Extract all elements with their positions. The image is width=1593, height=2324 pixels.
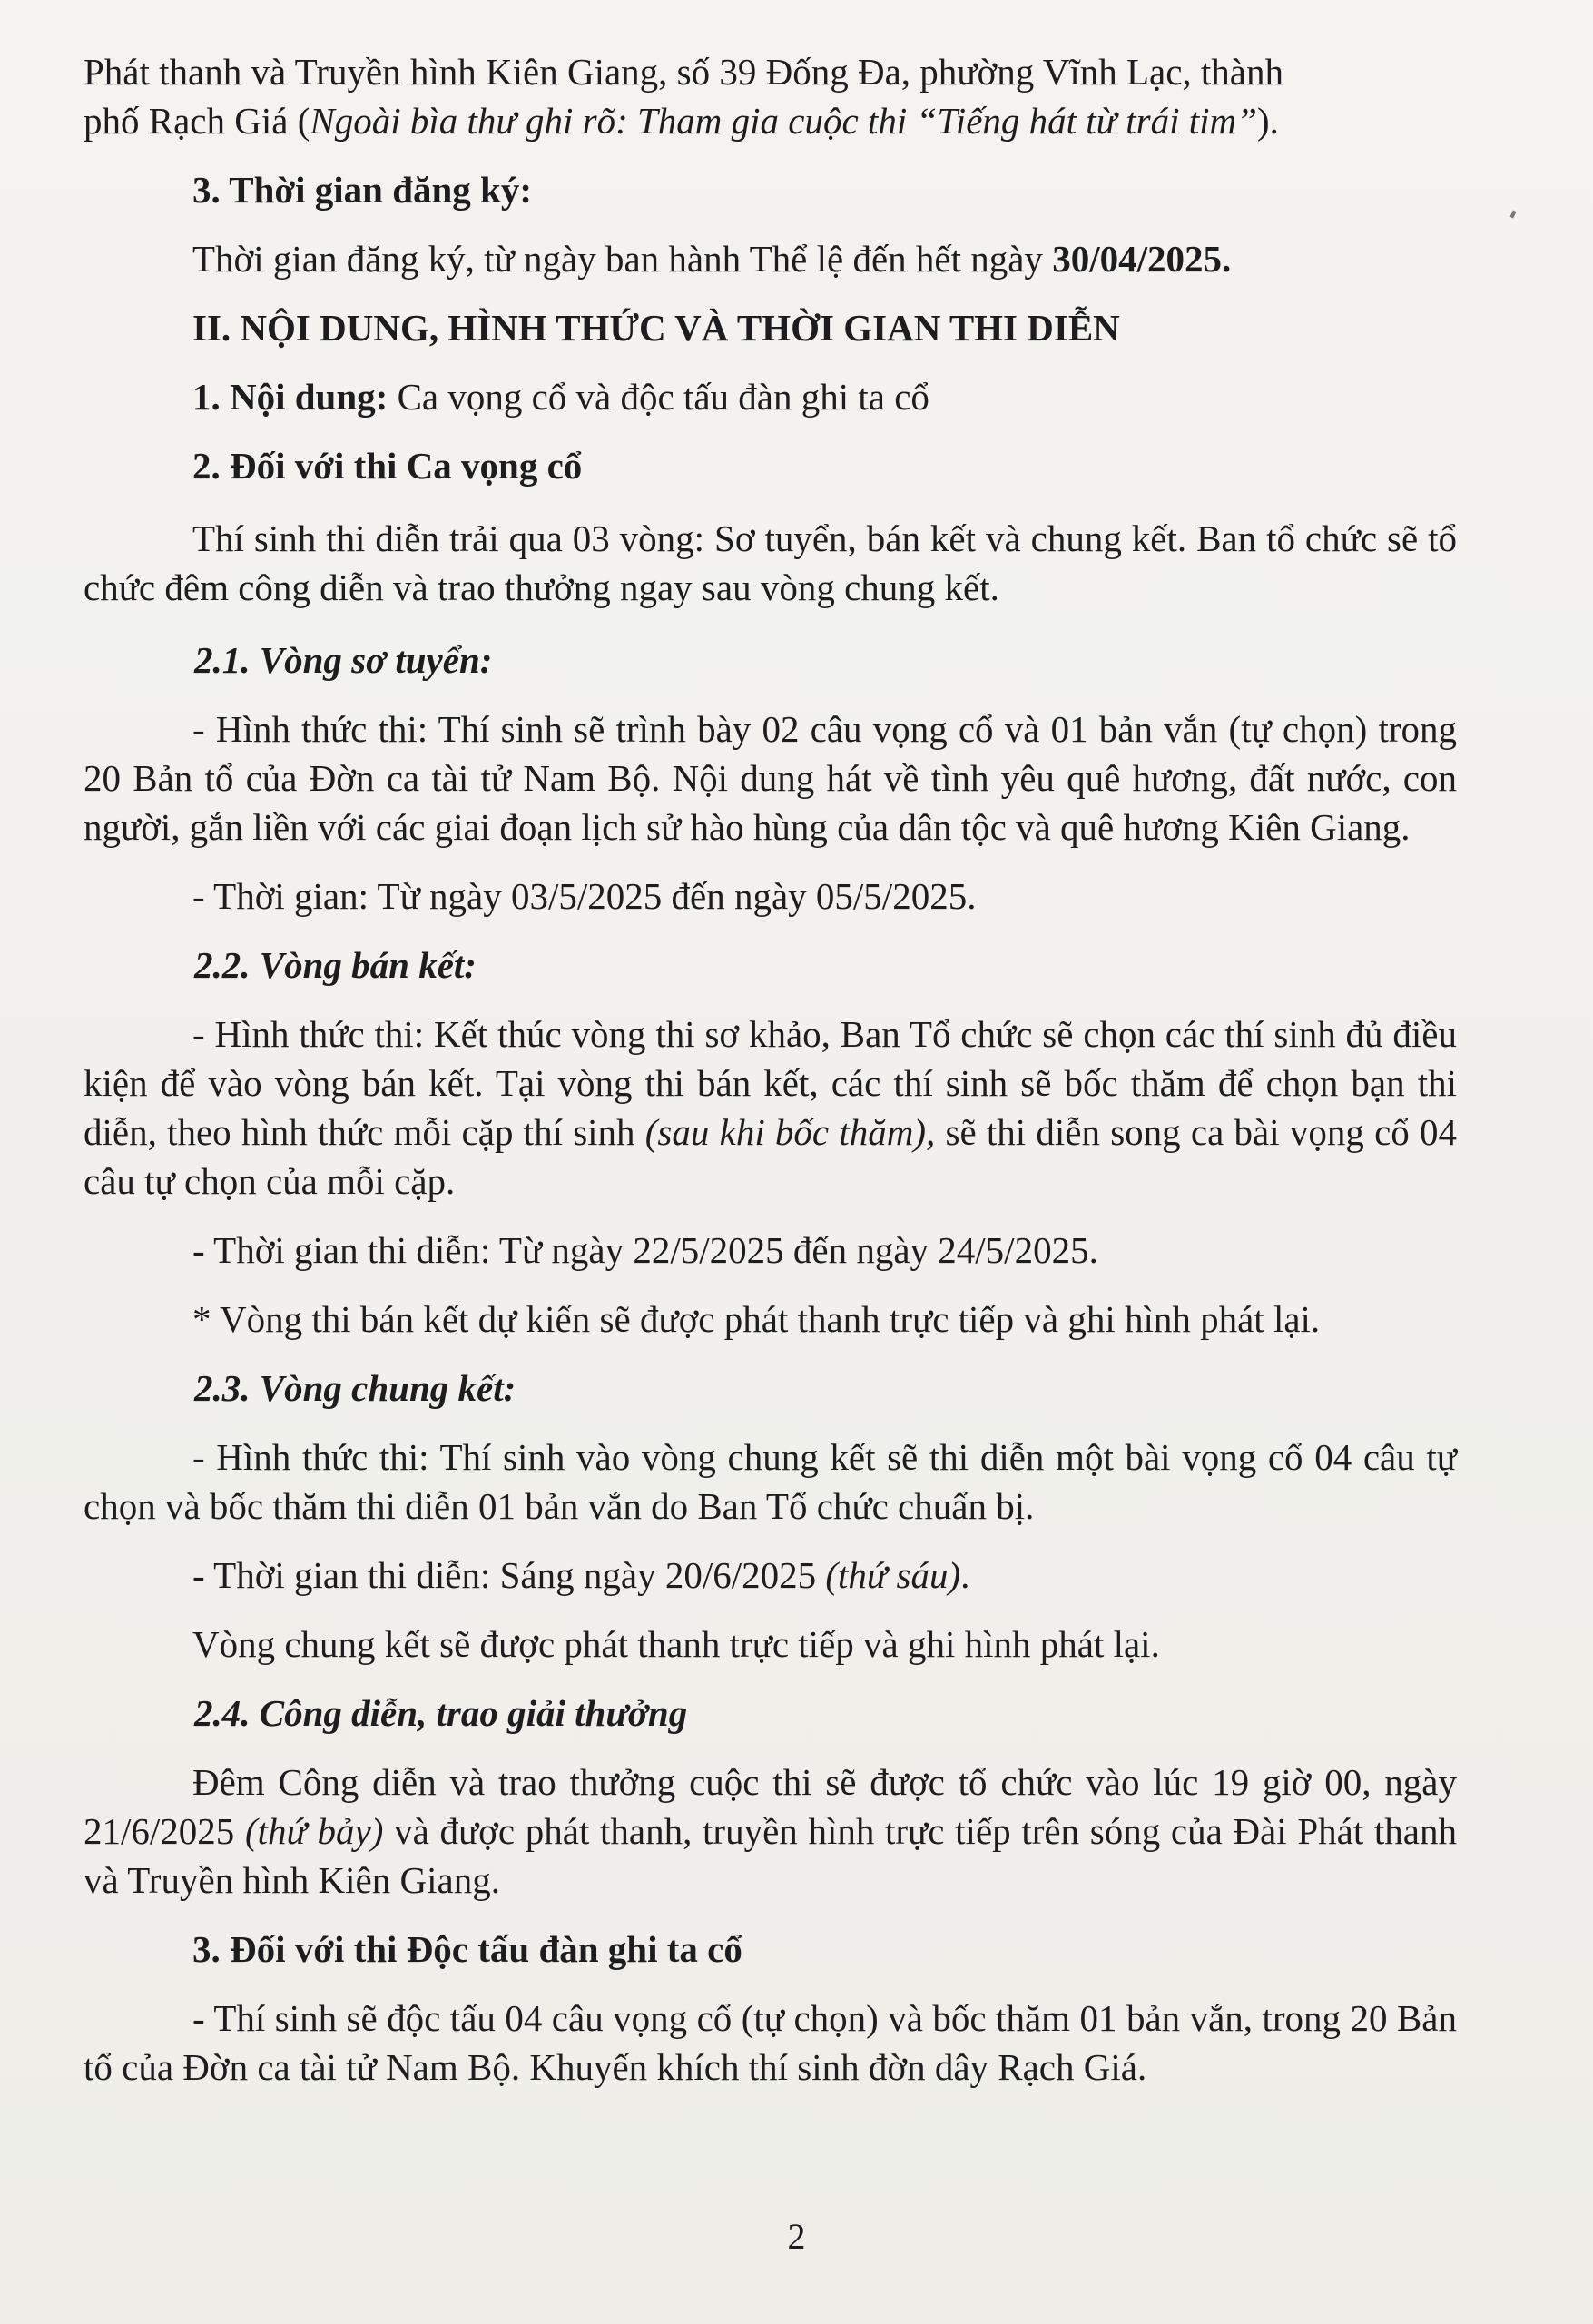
intro-line-2: phố Rạch Giá ( bbox=[84, 100, 310, 142]
guitar-text: - Thí sinh sẽ độc tấu 04 câu vọng cổ (tự chọn) và bốc thăm 01 bản vắn, trong 20 Bản tổ của Đờn ca tài tử Nam Bộ. Khuyến khích thí sinh đờn dây Rạch Giá. bbox=[84, 1997, 1457, 2088]
round-2-form-b: sẽ thi diễn song ca bài vọng cổ 04 câu tự chọn của mỗi cặp. bbox=[84, 1111, 1458, 1202]
round-3-time-plain: - Thời gian thi diễn: Sáng ngày 20/6/2025 bbox=[192, 1554, 826, 1596]
vong-co-intro: Thí sinh thi diễn trải qua 03 vòng: Sơ tuyển, bán kết và chung kết. Ban tổ chức sẽ tổ chức đêm công diễn và trao thưởng ngay sau vòng chung kết. bbox=[84, 517, 1457, 608]
content-text: Ca vọng cổ và độc tấu đàn ghi ta cổ bbox=[388, 376, 929, 418]
round-4-text bbox=[84, 1758, 1457, 1905]
round-3-note: Vòng chung kết sẽ được phát thanh trực tiếp và ghi hình phát lại. bbox=[192, 1623, 1160, 1665]
paper-speck bbox=[1509, 211, 1516, 219]
section-2-heading: II. NỘI DUNG, HÌNH THỨC VÀ THỜI GIAN THI DIỄN bbox=[192, 307, 1120, 349]
round-3-form: - Hình thức thi: Thí sinh vào vòng chung kết sẽ thi diễn một bài vọng cổ 04 câu tự chọn và bốc thăm thi diễn 01 bản vắn do Ban Tổ chức chuẩn bị. bbox=[84, 1436, 1457, 1527]
round-2-heading: 2.2. Vòng bán kết: bbox=[194, 944, 477, 986]
round-1-form: - Hình thức thi: Thí sinh sẽ trình bày 02 câu vọng cổ và 01 bản vắn (tự chọn) trong 20 Bản tổ của Đờn ca tài tử Nam Bộ. Nội dung hát về tình yêu quê hương, đất nước, con người, gắn liền với các giai đoạn lịch sử hào hùng của dân tộc và quê hương Kiên Giang. bbox=[84, 708, 1457, 848]
registration-deadline: 30/04/2025. bbox=[1052, 238, 1232, 280]
round-2-form-italic: (sau khi bốc thăm), bbox=[644, 1111, 936, 1153]
round-1-time: - Thời gian: Từ ngày 03/5/2025 đến ngày 05/5/2025. bbox=[192, 875, 977, 917]
round-2-form bbox=[84, 1009, 1457, 1206]
content-line bbox=[84, 372, 1457, 421]
vong-co-heading: 2. Đối với thi Ca vọng cổ bbox=[192, 445, 583, 487]
round-3-weekday: (thứ sáu) bbox=[825, 1554, 961, 1596]
round-3-time-end: . bbox=[960, 1554, 970, 1596]
guitar-heading: 3. Đối với thi Độc tấu đàn ghi ta cổ bbox=[192, 1928, 742, 1970]
round-4-weekday: (thứ bảy) bbox=[244, 1810, 384, 1852]
registration-time-heading: 3. Thời gian đăng ký: bbox=[192, 169, 533, 211]
registration-time-plain: Thời gian đăng ký, từ ngày ban hành Thể lệ đến hết ngày bbox=[192, 238, 1053, 280]
round-3-time bbox=[84, 1551, 1457, 1600]
envelope-note: Ngoài bìa thư ghi rõ: Tham gia cuộc thi “Tiếng hát từ trái tim” bbox=[310, 100, 1257, 142]
round-2-form-a: - Hình thức thi: Kết thúc vòng thi sơ khảo, Ban Tổ chức sẽ chọn các thí sinh đủ điều kiện để vào vòng bán kết. Tại vòng thi bán kết, các thí sinh sẽ bốc thăm để chọn bạn thi diễn, theo hình thức mỗi cặp thí sinh bbox=[84, 1013, 1457, 1153]
round-4-text-a: Đêm Công diễn và trao thưởng cuộc thi sẽ được tổ chức vào lúc 19 giờ 00, ngày 21/6/2025 bbox=[84, 1761, 1457, 1852]
page-number: 2 bbox=[787, 2216, 806, 2257]
round-2-time: - Thời gian thi diễn: Từ ngày 22/5/2025 đến ngày 24/5/2025. bbox=[192, 1229, 1098, 1271]
content-label: 1. Nội dung: bbox=[192, 376, 388, 418]
round-4-heading: 2.4. Công diễn, trao giải thưởng bbox=[194, 1692, 688, 1734]
round-4-text-b: và được phát thanh, truyền hình trực tiếp trên sóng của Đài Phát thanh và Truyền hình Kiên Giang. bbox=[84, 1810, 1457, 1901]
round-2-note: * Vòng thi bán kết dự kiến sẽ được phát thanh trực tiếp và ghi hình phát lại. bbox=[192, 1298, 1321, 1340]
intro-line-2-end: ). bbox=[1256, 100, 1279, 142]
round-1-heading: 2.1. Vòng sơ tuyển: bbox=[194, 639, 493, 681]
intro-line-1: Phát thanh và Truyền hình Kiên Giang, số 39 Đống Đa, phường Vĩnh Lạc, thành bbox=[84, 51, 1283, 93]
round-3-heading: 2.3. Vòng chung kết: bbox=[194, 1367, 516, 1409]
registration-time-text bbox=[84, 234, 1457, 283]
intro-paragraph bbox=[84, 47, 1457, 145]
